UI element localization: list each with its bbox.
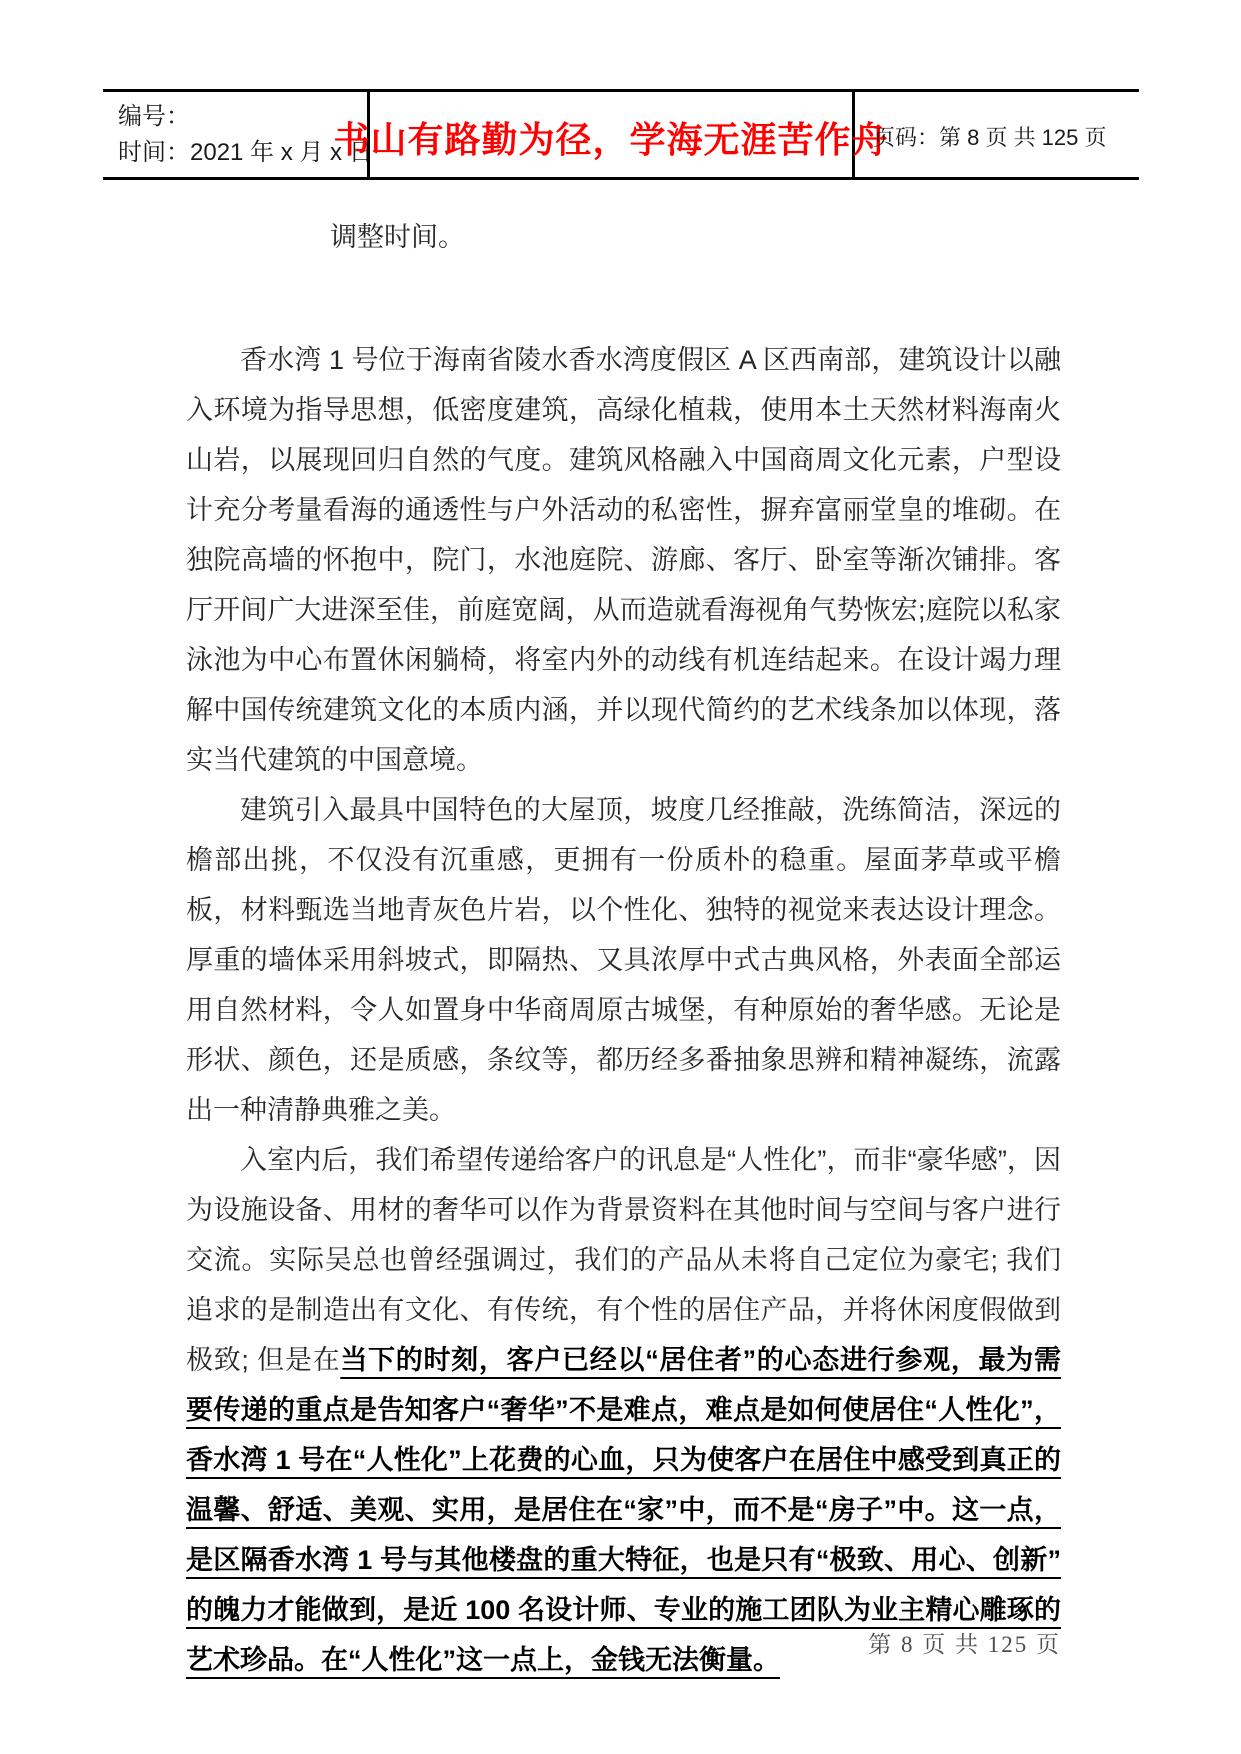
footer-page-number: 第 8 页 共 125 页 — [868, 1632, 1061, 1657]
paragraph-3 — [186, 1135, 1061, 1685]
header-cell-left — [103, 92, 373, 177]
paragraph-3-emphasized-text: 当下的时刻，客户已经以“居住者”的心态进行参观，最为需要传递的重点是告知客户“奢华”不是难点，难点是如何使居住“人性化”，香水湾 1 号在“人性化”上花费的心血，只为使客户在居住中感受到真正的温馨、舒适、美观、实用，是居住在“家”中，而不是“房子”中。这一点，是区隔香水湾 1 号与其他楼盘的重大特征，也是只有“极致、用心、创新”的魄力才能做到，是近 100 名设计师、专业的施工团队为业主精心雕琢的艺术珍品。在“人性化”这一点上，金钱无法衡量。 — [186, 1345, 1061, 1675]
paragraph-1: 香水湾 1 号位于海南省陵水香水湾度假区 A 区西南部，建筑设计以融入环境为指导思想，低密度建筑，高绿化植栽，使用本土天然材料海南火山岩，以展现回归自然的气度。建筑风格融入中国商周文化元素，户型设计充分考量看海的通透性与户外活动的私密性，摒弃富丽堂皇的堆砌。在独院高墙的怀抱中，院门，水池庭院、游廊、客厅、卧室等渐次铺排。客厅开间广大进深至佳，前庭宽阔，从而造就看海视角气势恢宏;庭院以私家泳池为中心布置休闲躺椅，将室内外的动线有机连结起来。在设计竭力理解中国传统建筑文化的本质内涵，并以现代简约的艺术线条加以体现，落实当代建筑的中国意境。 — [186, 345, 1061, 775]
paragraph-2: 建筑引入最具中国特色的大屋顶，坡度几经推敲，洗练简洁，深远的檐部出挑，不仅没有沉重感，更拥有一份质朴的稳重。屋面茅草或平檐板，材料甄选当地青灰色片岩，以个性化、独特的视觉来表达设计理念。厚重的墙体采用斜坡式，即隔热、又具浓厚中式古典风格，外表面全部运用自然材料，令人如置身中华商周原古城堡，有种原始的奢华感。无论是形状、颜色，还是质感，条纹等，都历经多番抽象思辨和精神凝练，流露出一种清静典雅之美。 — [186, 795, 1061, 1125]
header-table — [103, 89, 1139, 180]
header-cell-middle — [333, 92, 889, 177]
header-date-label: 时间：2021 年 x 月 x 日 — [118, 139, 373, 166]
header-number-label: 编号： — [118, 103, 190, 130]
header-page-label: 页码：第 8 页 共 125 页 — [873, 125, 1107, 150]
paragraph-3-normal-text: 入室内后，我们希望传递给客户的讯息是“人性化”，而非“豪华感”，因为设施设备、用材的奢华可以作为背景资料在其他时间与空间与客户进行交流。实际吴总也曾经强调过，我们的产品从未将自己定位为豪宅; 我们追求的是制造出有文化、有传统，有个性的居住产品，并将休闲度假做到极致; 但是在 — [186, 1145, 1061, 1375]
document-body — [186, 212, 1061, 1685]
header-motto: 书山有路勤为径，学海无涯苦作舟 — [333, 120, 889, 160]
intro-line: 调整时间。 — [330, 222, 465, 252]
header-cell-right — [855, 92, 1139, 177]
